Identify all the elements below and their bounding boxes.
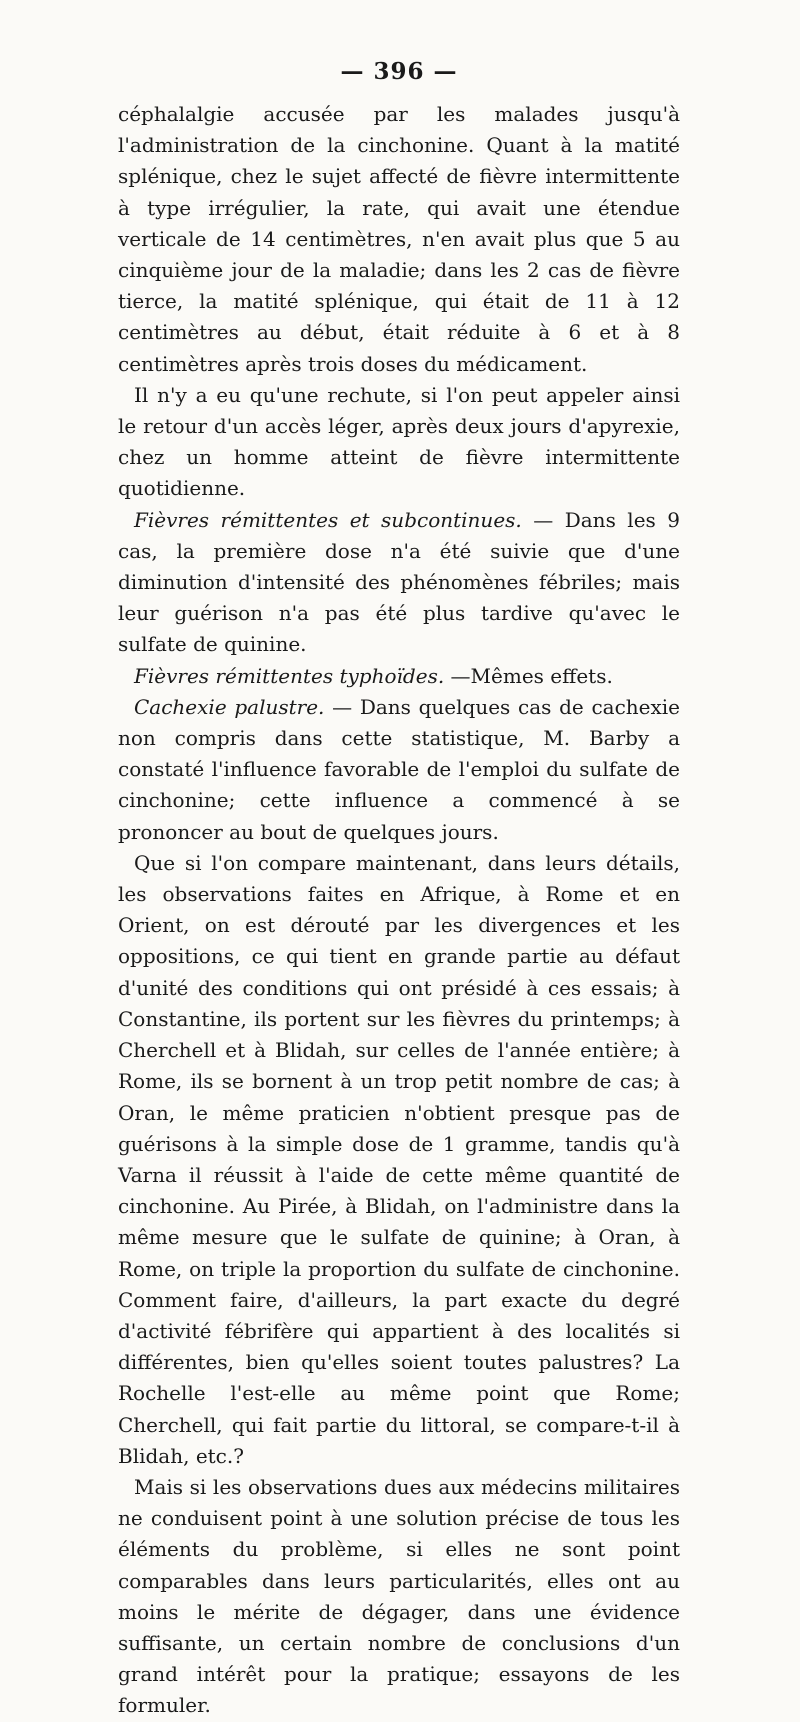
paragraph-typhoid-fevers <box>118 661 680 692</box>
paragraph-2-text: Il n'y a eu qu'une rechute, si l'on peut appeler ainsi le retour d'un accès léger, après deux jours d'apyrexie, chez un homme atteint de fièvre intermittente quotidienne. <box>118 382 680 501</box>
section-heading-typhoid: Fièvres rémittentes typhoïdes. <box>134 663 445 688</box>
paragraph-6-text: Que si l'on compare maintenant, dans leurs détails, les observations faites en Afrique, à Rome et en Orient, on est dérouté par les divergences et les oppositions, ce qui tient en grande partie au défaut d'unité des conditions qui ont présidé à ces essais; à Constantine, ils portent sur les fièvres du printemps; à Cherchell et à Blidah, sur celles de l'année entière; à Rome, ils se bornent à un trop petit nombre de cas; à Oran, le même praticien n'obtient presque pas de guérisons à la simple dose de 1 gramme, tandis qu'à Varna il réussit à l'aide de cette même quantité de cinchonine. Au Pirée, à Blidah, on l'administre dans la même mesure que le sulfate de quinine; à Oran, à Rome, on triple la proportion du sulfate de cinchonine. Comment faire, d'ailleurs, la part exacte du degré d'activité fébrifère qui appartient à des localités si différentes, bien qu'elles soient toutes palustres? La Rochelle l'est-elle au même point que Rome; Cherchell, qui fait partie du littoral, se compare-t-il à Blidah, etc.? <box>118 850 680 1468</box>
section-heading-cachexia: Cachexie palustre. <box>134 694 325 719</box>
page-number: — 396 — <box>340 58 458 85</box>
paragraph-4-text: —Mêmes effets. <box>444 663 613 688</box>
paragraph-5-text: — Dans quelques cas de cachexie non compris dans cette statistique, M. Barby a constaté l'influence favorable de l'emploi du sulfate de cinchonine; cette influence a commencé à se prononcer au bout de quelques jours. <box>118 694 681 844</box>
paragraph-7-text: Mais si les observations dues aux médecins militaires ne conduisent point à une solution précise de tous les éléments du problème, si elles ne sont point comparables dans leurs particularités, elles ont au moins le mérite de dégager, dans une évidence suffisante, un certain nombre de conclusions d'un grand intérêt pour la pratique; essayons de les formuler. <box>118 1474 680 1718</box>
paragraph-remittent-fevers <box>118 505 680 661</box>
paragraph-1-text: céphalalgie accusée par les malades jusqu'à l'administration de la cinchonine. Quant à la matité splénique, chez le sujet affecté de fièvre intermittente à type irrégulier, la rate, qui avait une étendue verticale de 14 centimètres, n'en avait plus que 5 au cinquième jour de la maladie; dans les 2 cas de fièvre tierce, la matité splénique, qui était de 11 à 12 centimètres au début, était réduite à 6 et à 8 centimètres après trois doses du médicament. <box>118 102 680 376</box>
paragraph-cachexia <box>118 692 680 848</box>
paragraph-1 <box>118 99 680 380</box>
paragraph-3-text: — Dans les 9 cas, la première dose n'a été suivie que d'une diminution d'intensité des phénomènes fébriles; mais leur guérison n'a pas été plus tardive qu'avec le sulfate de quinine. <box>118 507 680 657</box>
section-heading-remittent: Fièvres rémittentes et subcontinues. <box>134 507 522 532</box>
paragraph-conclusion <box>118 1472 680 1722</box>
paragraph-2 <box>118 380 680 505</box>
paragraph-comparison <box>118 848 680 1472</box>
